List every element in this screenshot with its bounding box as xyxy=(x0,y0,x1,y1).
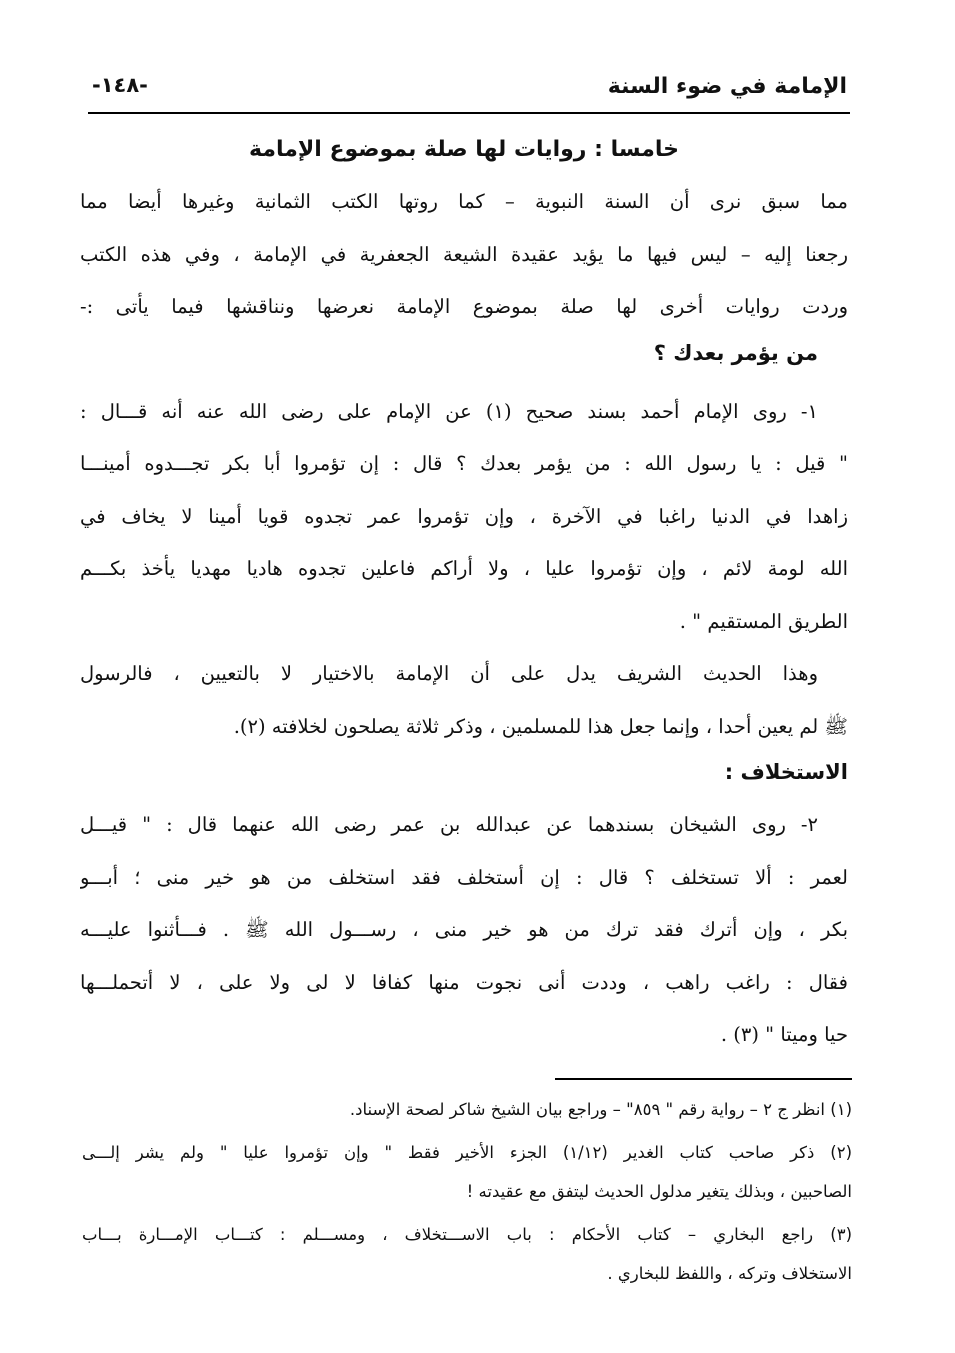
footnote-divider xyxy=(555,1078,852,1080)
text-line: لعمر : ألا تستخلف ؟ قال : إن أستخلف فقد استخلف من هو خير منى ؛ أبـــو xyxy=(80,865,848,889)
text-line: مما سبق نرى أن السنة النبوية – كما روتها الكتب الثمانية وغيرها أيضا مما xyxy=(80,190,848,213)
footnotes xyxy=(82,1090,852,1293)
running-title: الإمامة في ضوء السنة xyxy=(607,74,847,99)
subheading-who-is-appointed: من يؤمر بعدك ؟ xyxy=(653,340,818,365)
section-heading: خامسا : روايات لها صلة بموضوع الإمامة xyxy=(249,137,679,162)
text-line: الطريق المستقيم " . xyxy=(679,609,848,633)
footnote-3-line: الاستخلاف وتركه ، واللفظ للبخاري . xyxy=(607,1264,852,1283)
text-line: الله لومة لائم ، وإن تؤمروا عليا ، ولا أراكم فاعلين تجدوه هاديا مهديا يأخذ بكـــم xyxy=(80,557,848,580)
footnote-2-line: (٢) ذكر صاحب كتاب الغدير (١/١٢) الجزء الأخير فقط " وإن تؤمروا عليا " ولم يشر إلـــى xyxy=(82,1143,852,1162)
footnote-1: (١) انظر ج ٢ – رواية رقم " ٨٥٩" – وراجع بيان الشيخ شاكر لصحة الإسناد. xyxy=(349,1100,852,1119)
hadith-2-paragraph xyxy=(80,799,848,1062)
text-line: فقال : راغب راهب ، وددت أنى نجوت منها كفافا لا لى ولا على ، لا أتحملـــها xyxy=(80,970,848,994)
footnote-3-line: (٣) راجع البخاري – كتاب الأحكام : باب الاســـتخلاف ، ومســـلم : كتـــاب الإمـــارة بـــاب xyxy=(82,1225,852,1244)
subheading-succession: الاستخلاف : xyxy=(724,760,848,784)
page-header xyxy=(92,66,847,110)
text-line: وهذا الحديث الشريف يدل على أن الإمامة بالاختيار لا بالتعيين ، فالرسول xyxy=(80,662,818,685)
text-line: ١- روى الإمام أحمد بسند صحيح (١) عن الإمام على رضى الله عنه أنه قـــال : xyxy=(80,399,818,423)
text-line: " قيل : يا رسول الله : من يؤمر بعدك ؟ قال : إن تؤمروا أبا بكر تجـــدوه أمينـــا xyxy=(80,452,848,475)
text-line: زاهدا في الدنيا راغبا في الآخرة ، وإن تؤمروا عمر تجدوه قويا أمينا لا يخاف في xyxy=(80,504,848,528)
text-line: حيا وميتا " (٣) . xyxy=(720,1023,848,1046)
header-divider xyxy=(88,112,850,114)
intro-paragraph xyxy=(80,176,848,334)
footnote-2-line: الصاحبين ، وبذلك يتغير مدلول الحديث ليتفق مع عقيدته ! xyxy=(466,1182,852,1201)
hadith-1-paragraph xyxy=(80,386,848,649)
commentary-paragraph xyxy=(80,648,848,753)
text-line: وردت روايات أخرى لها صلة بموضوع الإمامة نعرضها ونناقشها فيما يأتى :- xyxy=(80,295,848,318)
page-number: -١٤٨- xyxy=(92,73,148,97)
text-line: ٢- روى الشيخان بسندهما عن عبدالله بن عمر رضى الله عنهما قال : " قيـــل xyxy=(80,813,818,836)
main-content xyxy=(80,130,848,1062)
text-line: رجعنا إليه – ليس فيها ما يؤيد عقيدة الشيعة الجعفرية في الإمامة ، وفي هذه الكتب xyxy=(80,242,848,266)
text-line: ﷺ لم يعين أحدا ، وإنما جعل هذا للمسلمين ، وذكر ثلاثة يصلحون لخلافته (٢). xyxy=(233,714,848,738)
text-line: بكر ، وإن أترك فقد ترك من هو خير منى ، رســـول الله ﷺ . فـــأثنوا عليـــه xyxy=(80,918,848,941)
